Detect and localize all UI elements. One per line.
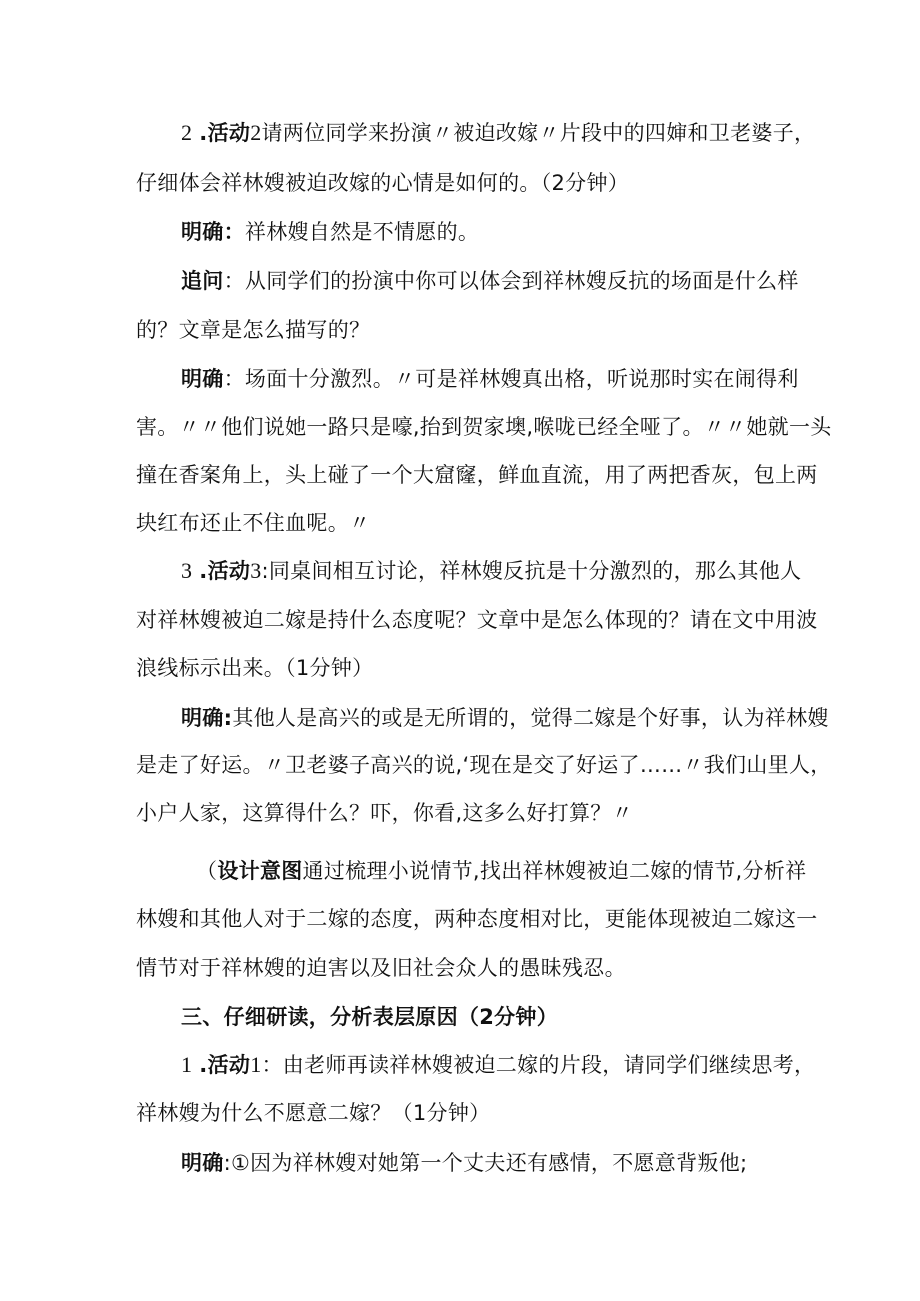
text-line: 小户人家，这算得什么？吓，你看,这多么好打算？〃 [136, 801, 633, 825]
text-line: 块红布还止不住血呢。〃 [136, 511, 371, 535]
answer-line [181, 1148, 747, 1178]
text-line: 通过梳理小说情节,找出祥林嫂被迫二嫁的情节,分析祥 [302, 859, 807, 883]
text-line: 祥林嫂自然是不情愿的。 [244, 220, 480, 244]
answer-line [181, 364, 799, 394]
activity-number: 1 [250, 1052, 262, 1077]
answer-line [181, 217, 479, 247]
section-heading-text: 三、仔细研读，分析表层原因（2分钟） [181, 1005, 559, 1029]
text-line: 是走了好运。〃卫老婆子高兴的说,‘现在是交了好运了……〃我们山里人， [136, 753, 832, 777]
activity-label: .活动 [199, 121, 251, 145]
design-intent-line [196, 856, 806, 886]
design-intent-label: 设计意图 [217, 859, 303, 883]
open-paren: （ [196, 859, 218, 883]
activity-number: 2 [250, 120, 262, 145]
text-line: 害。〃〃他们说她一路只是嚎,抬到贺家墺,喉咙已经全哑了。〃〃她就一头 [136, 415, 832, 439]
text-line: ：从同学们的扮演中你可以体会到祥林嫂反抗的场面是什么样 [223, 269, 799, 293]
answer-label: 明确 [181, 367, 224, 391]
section-heading [181, 1002, 558, 1032]
activity-3-heading-line [181, 556, 801, 586]
activity-number: 3 [250, 558, 262, 583]
answer-label: 明确： [181, 220, 245, 244]
text-line: 祥林嫂为什么不愿意二嫁？（1分钟） [136, 1101, 491, 1125]
text-line: 浪线标示出来。（1分钟） [136, 656, 374, 680]
item-number: 2 [181, 120, 193, 145]
activity-label: .活动 [199, 559, 251, 583]
text-line: 请两位同学来扮演〃被迫改嫁〃片段中的四婶和卫老婆子， [261, 121, 816, 145]
text-line: :①因为祥林嫂对她第一个丈夫还有感情，不愿意背叛他; [223, 1151, 748, 1175]
text-line: 情节对于祥林嫂的迫害以及旧社会众人的愚昧残忍。 [136, 956, 626, 980]
text-line: 仔细体会祥林嫂被迫改嫁的心情是如何的。（2分钟） [136, 171, 630, 195]
follow-up-label: 追问 [181, 269, 224, 293]
activity-2-heading-line [181, 118, 815, 148]
text-line: :同桌间相互讨论，祥林嫂反抗是十分激烈的，那么其他人 [261, 559, 802, 583]
text-line: 的？文章是怎么描写的？ [136, 318, 371, 342]
item-number: 3 [181, 558, 193, 583]
text-line: 对祥林嫂被迫二嫁是持什么态度呢？文章中是怎么体现的？请在文中用波 [136, 608, 818, 632]
text-line: 其他人是高兴的或是无所谓的，觉得二嫁是个好事，认为祥林嫂 [232, 706, 829, 730]
item-number: 1 [181, 1052, 193, 1077]
text-line: 撞在香案角上，头上碰了一个大窟窿，鲜血直流，用了两把香灰，包上两 [136, 463, 818, 487]
text-line: ：场面十分激烈。〃可是祥林嫂真出格，听说那时实在闹得利 [223, 367, 799, 391]
answer-line [181, 703, 829, 733]
text-line: 林嫂和其他人对于二嫁的态度，两种态度相对比，更能体现被迫二嫁这一 [136, 907, 818, 931]
activity-label: .活动 [199, 1053, 251, 1077]
answer-label: 明确 [181, 1151, 224, 1175]
follow-up-line [181, 266, 799, 296]
answer-label: 明确: [181, 706, 233, 730]
text-line: ：由老师再读祥林嫂被迫二嫁的片段，请同学们继续思考， [261, 1053, 816, 1077]
activity-1-heading-line [181, 1050, 815, 1080]
